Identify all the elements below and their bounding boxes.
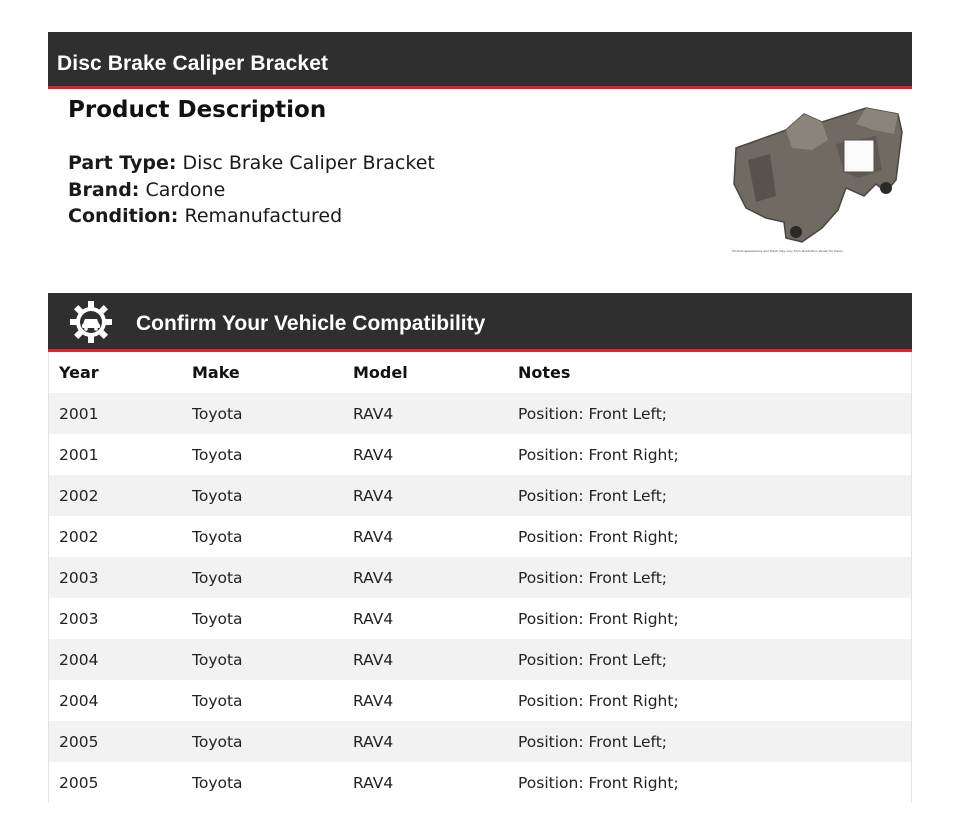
bracket-bolt-hole: [880, 182, 892, 194]
cell-year: 2004: [59, 650, 99, 669]
column-header-year: Year: [59, 363, 99, 382]
compatibility-table-container: [48, 352, 912, 802]
cell-year: 2003: [59, 568, 99, 587]
column-header-model: Model: [353, 363, 408, 382]
cell-make: Toyota: [192, 732, 243, 751]
table-row: [49, 680, 911, 721]
cell-year: 2004: [59, 691, 99, 710]
cell-model: RAV4: [353, 609, 394, 628]
product-title: Disc Brake Caliper Bracket: [57, 52, 329, 75]
table-row: [49, 557, 911, 598]
cell-notes: Position: Front Left;: [518, 732, 668, 751]
description-heading: Product Description: [68, 97, 327, 123]
detail-label: Brand:: [68, 178, 140, 201]
detail-label: Part Type:: [68, 152, 177, 174]
cell-notes: Position: Front Right;: [518, 609, 679, 628]
cell-model: RAV4: [353, 486, 394, 505]
cell-model: RAV4: [353, 568, 394, 587]
detail-condition: [68, 203, 435, 230]
compatibility-heading: Confirm Your Vehicle Compatibility: [136, 312, 486, 335]
cell-model: RAV4: [353, 732, 394, 751]
table-header-row: [49, 352, 911, 393]
cell-make: Toyota: [192, 445, 243, 464]
bracket-bolt-hole: [790, 226, 802, 238]
cell-year: 2003: [59, 609, 99, 628]
detail-value: Disc Brake Caliper Bracket: [182, 152, 435, 174]
caliper-bracket-image: [726, 100, 908, 258]
cell-notes: Position: Front Left;: [518, 404, 668, 423]
product-details: [68, 150, 435, 230]
image-caption: Product appearance and finish may vary from illustration shown for items: [732, 249, 843, 253]
detail-value: Remanufactured: [184, 205, 343, 227]
cell-make: Toyota: [192, 527, 243, 546]
detail-brand: [68, 177, 435, 204]
table-row: [49, 762, 911, 803]
cell-year: 2005: [59, 732, 99, 751]
detail-label: Condition:: [68, 205, 179, 227]
cell-notes: Position: Front Left;: [518, 486, 668, 505]
cell-make: Toyota: [192, 773, 243, 792]
table-row: [49, 393, 911, 434]
cell-year: 2002: [59, 527, 99, 546]
cell-make: Toyota: [192, 568, 243, 587]
gear-car-icon: [70, 301, 112, 343]
table-row: [49, 516, 911, 557]
product-title-bar: [48, 32, 912, 89]
cell-notes: Position: Front Right;: [518, 527, 679, 546]
cell-notes: Position: Front Left;: [518, 568, 668, 587]
cell-year: 2001: [59, 404, 99, 423]
bracket-opening: [844, 140, 874, 172]
table-row: [49, 434, 911, 475]
cell-model: RAV4: [353, 650, 394, 669]
cell-model: RAV4: [353, 527, 394, 546]
column-header-make: Make: [192, 363, 240, 382]
cell-model: RAV4: [353, 445, 394, 464]
cell-year: 2002: [59, 486, 99, 505]
cell-model: RAV4: [353, 691, 394, 710]
cell-year: 2005: [59, 773, 99, 792]
table-row: [49, 721, 911, 762]
cell-make: Toyota: [192, 609, 243, 628]
table-row: [49, 475, 911, 516]
compatibility-table: [49, 352, 911, 803]
cell-make: Toyota: [192, 650, 243, 669]
cell-year: 2001: [59, 445, 99, 464]
cell-make: Toyota: [192, 691, 243, 710]
cell-notes: Position: Front Right;: [518, 773, 679, 792]
cell-notes: Position: Front Left;: [518, 650, 668, 669]
cell-model: RAV4: [353, 773, 394, 792]
cell-notes: Position: Front Right;: [518, 691, 679, 710]
column-header-notes: Notes: [518, 363, 571, 382]
cell-make: Toyota: [192, 486, 243, 505]
detail-part-type: [68, 150, 435, 177]
table-row: [49, 639, 911, 680]
cell-make: Toyota: [192, 404, 243, 423]
table-row: [49, 598, 911, 639]
detail-value: Cardone: [145, 178, 226, 201]
compatibility-header: [48, 293, 912, 352]
cell-notes: Position: Front Right;: [518, 445, 679, 464]
cell-model: RAV4: [353, 404, 394, 423]
